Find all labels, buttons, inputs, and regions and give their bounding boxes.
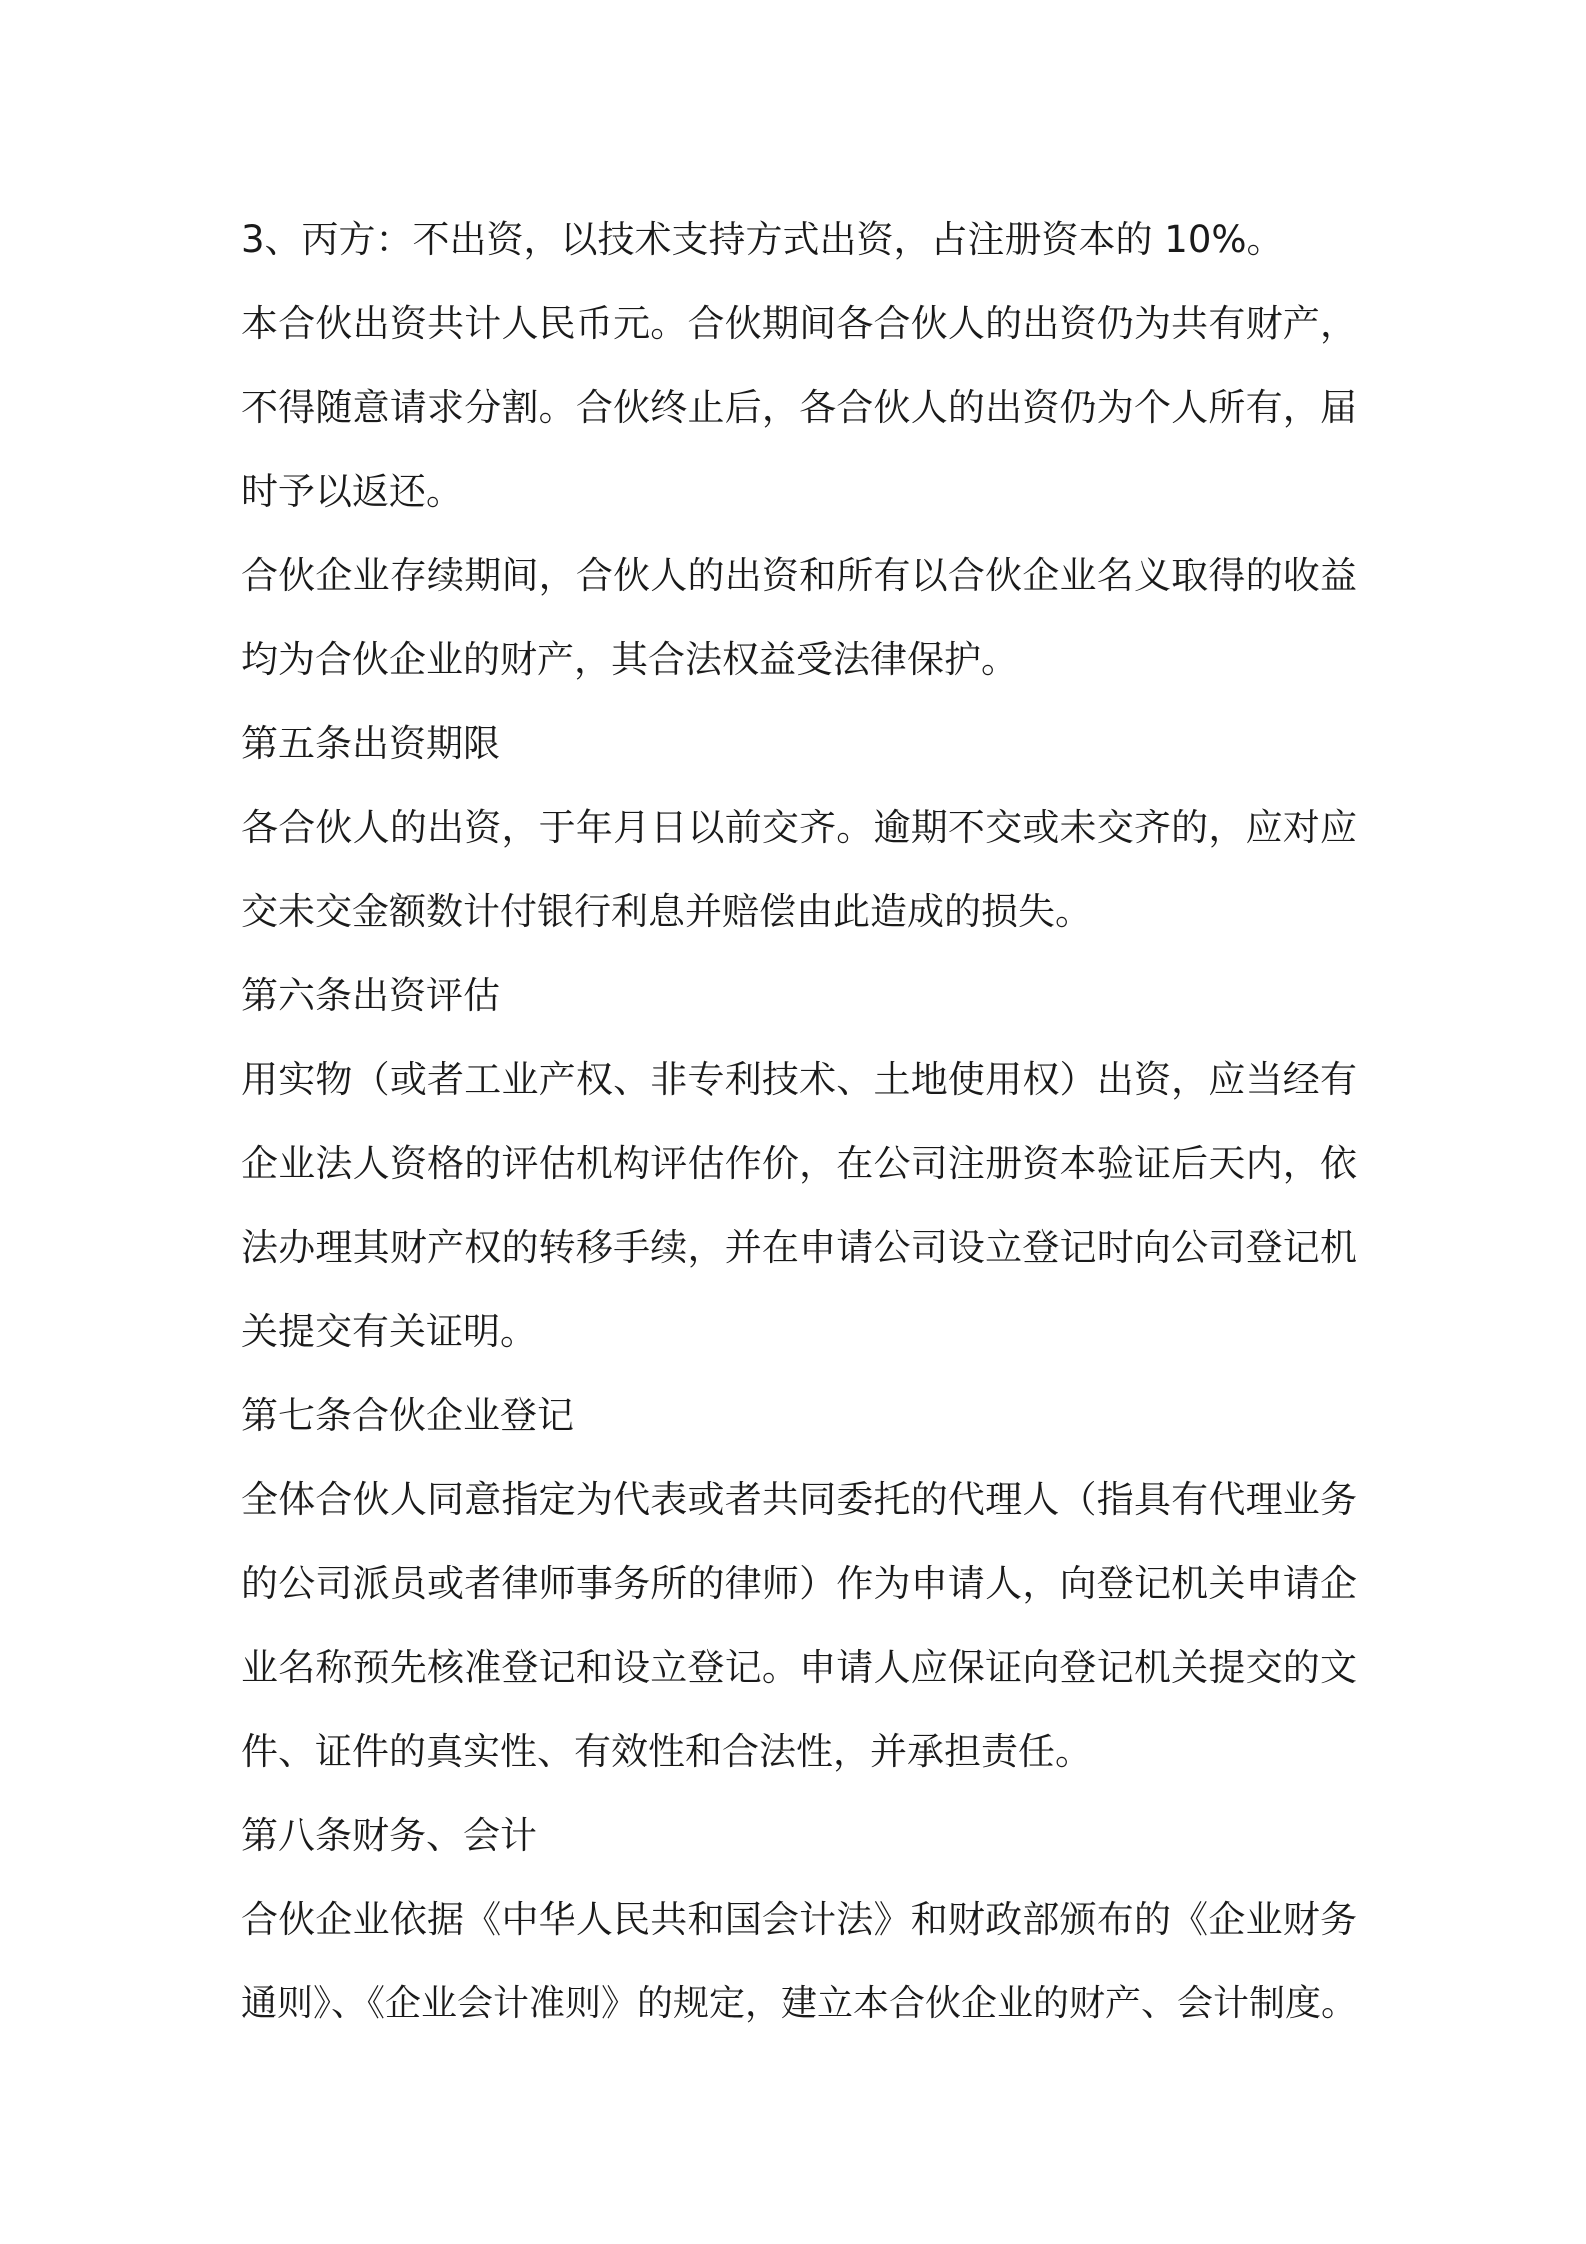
text-line-5: 合伙企业存续期间，合伙人的出资和所有以合伙企业名义取得的收益 [241, 554, 1357, 597]
text-line-4: 时予以返还。 [241, 470, 463, 513]
section-heading-6: 第六条出资评估 [241, 974, 500, 1017]
text-line-8: 各合伙人的出资，于年月日以前交齐。逾期不交或未交齐的，应对应 [241, 806, 1357, 849]
text-line-13: 法办理其财产权的转移手续，并在申请公司设立登记时向公司登记机 [241, 1226, 1357, 1269]
section-heading-7: 第七条合伙企业登记 [241, 1394, 574, 1437]
text-line-21: 合伙企业依据《中华人民共和国会计法》和财政部颁布的《企业财务 [241, 1898, 1357, 1941]
section-heading-5: 第五条出资期限 [241, 722, 500, 765]
document-body [241, 198, 1357, 2046]
text-line-16: 全体合伙人同意指定为代表或者共同委托的代理人（指具有代理业务 [241, 1478, 1357, 1521]
text-line-1: 3、丙方：不出资，以技术支持方式出资，占注册资本的 10%。 [241, 218, 1284, 261]
text-line-2: 本合伙出资共计人民币元。合伙期间各合伙人的出资仍为共有财产， [241, 302, 1357, 345]
text-line-22: 通则》、《企业会计准则》的规定，建立本合伙企业的财产、会计制度。 [241, 1983, 1358, 2024]
text-line-3: 不得随意请求分割。合伙终止后，各合伙人的出资仍为个人所有，届 [241, 386, 1357, 429]
text-line-6: 均为合伙企业的财产，其合法权益受法律保护。 [241, 638, 1018, 681]
text-line-17: 的公司派员或者律师事务所的律师）作为申请人，向登记机关申请企 [241, 1562, 1357, 1605]
text-line-18: 业名称预先核准登记和设立登记。申请人应保证向登记机关提交的文 [241, 1646, 1357, 1689]
text-line-9: 交未交金额数计付银行利息并赔偿由此造成的损失。 [241, 890, 1092, 933]
text-line-11: 用实物（或者工业产权、非专利技术、土地使用权）出资，应当经有 [241, 1058, 1357, 1101]
text-line-12: 企业法人资格的评估机构评估作价，在公司注册资本验证后天内，依 [241, 1142, 1357, 1185]
section-heading-8: 第八条财务、会计 [241, 1814, 537, 1857]
text-line-19: 件、证件的真实性、有效性和合法性，并承担责任。 [241, 1730, 1092, 1773]
text-line-14: 关提交有关证明。 [241, 1310, 537, 1353]
